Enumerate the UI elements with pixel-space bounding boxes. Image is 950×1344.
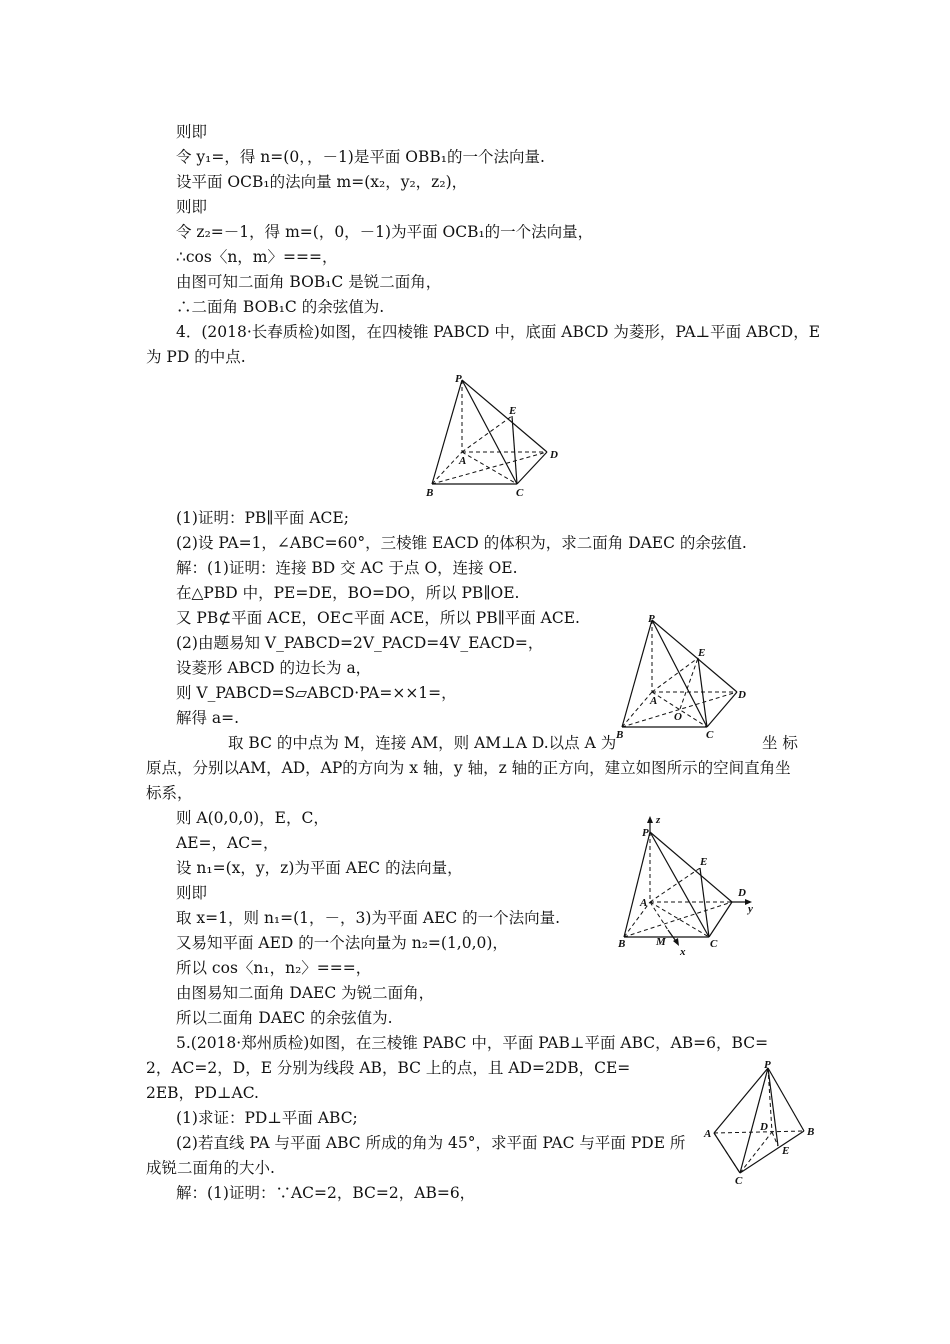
text-line: (2)由题易知 V_PABCD=2V_PACD=4V_EACD=， [176,634,544,652]
text-line: 标系， [146,784,193,802]
text-line: 解：(1)证明：连接 BD 交 AC 于点 O，连接 OE. [176,559,518,577]
label-C: C [516,487,524,499]
text-line: 又 PB⊄平面 ACE，OE⊂平面 ACE，所以 PB∥平面 ACE. [176,609,580,627]
label-E: E [509,405,517,417]
text-line: 则 V_PABCD=S▱ABCD·PA=××1=， [176,684,457,702]
label-P: P [642,827,649,839]
text-line: 设平面 OCB₁的法向量 m=(x₂，y₂，z₂)， [176,173,468,191]
label-D: D [760,1121,768,1133]
label-E: E [782,1145,790,1157]
label-C: C [735,1175,743,1187]
text-line: (1)证明：PB∥平面 ACE; [176,509,349,527]
text-line: ∴二面角 BOB₁C 的余弦值为. [176,298,385,316]
label-O: O [674,711,682,723]
text-line: 成锐二面角的大小. [146,1159,275,1177]
text-line: (2)若直线 PA 与平面 ABC 所成的角为 45°，求平面 PAC 与平面 PDE 所 [176,1134,686,1152]
text-line: 又易知平面 AED 的一个法向量为 n₂=(1,0,0)， [176,934,508,952]
label-D: D [738,689,746,701]
text-line: 取 BC 的中点为 M，连接 AM，则 AM⊥A D.以点 A 为 [228,734,617,752]
text-line: 在△PBD 中，PE=DE，BO=DO，所以 PB∥OE. [176,584,520,602]
label-P: P [648,613,655,625]
axis-label-x: x [680,946,686,957]
label-E: E [700,856,708,868]
text-line: 设 n₁=(x，y，z)为平面 AEC 的法向量， [176,859,463,877]
text-line: 解：(1)证明：∵AC=2，BC=2，AB=6， [176,1184,476,1202]
label-A: A [459,455,467,467]
text-line: 设菱形 ABCD 的边长为 a， [176,659,372,677]
text-line: 则即 [176,123,208,141]
problem-4-statement: 4．(2018·长春质检)如图，在四棱锥 PABCD 中，底面 ABCD 为菱形，PA⊥平面 ABCD，E [176,323,821,341]
text-line: 则即 [176,884,208,902]
text-line: 由图可知二面角 BOB₁C 是锐二面角， [176,273,442,291]
label-B: B [616,729,624,741]
problem-5-statement: 5.(2018·郑州质检)如图，在三棱锥 PABC 中，平面 PAB⊥平面 ABC，AB=6，BC= [176,1034,769,1052]
text-line: 由图易知二面角 DAEC 为锐二面角， [176,984,435,1002]
axis-label-z: z [656,814,661,826]
pyramid-figure-1 [420,372,565,502]
text-line: 解得 a=. [176,709,240,727]
text-line: 令 y₁=，得 n=(0，，－1)是平面 OBB₁的一个法向量. [176,148,545,166]
label-D: D [738,887,746,899]
text-line: ∴cos〈n，m〉===， [176,248,338,266]
text-line: AE=，AC=， [176,834,279,852]
label-B: B [426,487,434,499]
text-line: 则即 [176,198,208,216]
text-line: 坐 标 [762,734,798,752]
axis-label-y: y [748,903,753,915]
label-M: M [656,936,666,948]
label-P: P [455,373,462,385]
label-P: P [764,1059,771,1071]
pyramid-coordinate-figure [612,812,762,957]
text-line: 则 A(0,0,0)，E，C， [176,809,329,827]
text-line: 所以 cos〈n₁，n₂〉===， [176,959,372,977]
text-line: 取 x=1，则 n₁=(1，－，3)为平面 AEC 的一个法向量. [176,909,561,927]
text-line: 为 PD 的中点. [146,348,246,366]
text-line: (1)求证：PD⊥平面 ABC; [176,1109,358,1127]
text-line: (2)设 PA=1，∠ABC=60°，三棱锥 EACD 的体积为，求二面角 DAEC 的余弦值. [176,534,747,552]
text-line: 原点，分别以AM，AD，AP的方向为 x 轴，y 轴，z 轴的正方向，建立如图所示的空间直角坐 [146,759,791,777]
text-line: 2EB，PD⊥AC. [146,1084,259,1102]
label-A: A [650,695,658,707]
label-C: C [706,729,714,741]
pyramid-figure-2 [610,612,755,742]
label-A: A [704,1128,712,1140]
label-D: D [550,449,558,461]
label-E: E [698,647,706,659]
text-line: 2，AC=2，D，E 分别为线段 AB，BC 上的点，且 AD=2DB，CE= [146,1059,631,1077]
label-B: B [618,938,626,950]
text-line: 令 z₂=－1，得 m=(，0，－1)为平面 OCB₁的一个法向量， [176,223,594,241]
text-line: 所以二面角 DAEC 的余弦值为. [176,1009,393,1027]
label-B: B [807,1126,815,1138]
label-A: A [640,897,648,909]
triangular-pyramid-figure [700,1058,825,1188]
label-C: C [710,938,718,950]
